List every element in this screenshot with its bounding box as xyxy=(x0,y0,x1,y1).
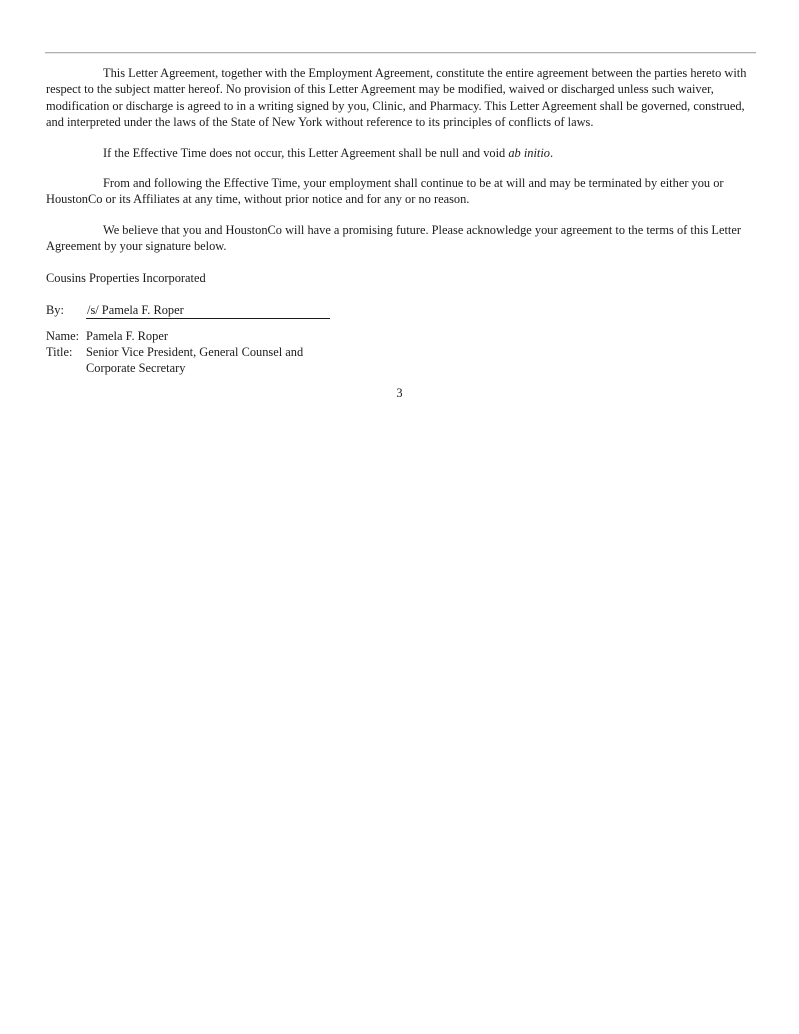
title-value-line1: Senior Vice President, General Counsel and xyxy=(86,345,304,359)
paragraph-text: If the Effective Time does not occur, this Letter Agreement shall be null and void xyxy=(103,146,509,160)
signature-value: /s/ Pamela F. Roper xyxy=(87,303,184,317)
paragraph-italic-text: ab initio xyxy=(508,146,550,160)
title-value-line2: Corporate Secretary xyxy=(86,361,186,375)
company-name: Cousins Properties Incorporated xyxy=(46,271,206,285)
page-number: 3 xyxy=(396,386,403,400)
title-label: Title: xyxy=(46,345,73,359)
paragraph-text: From and following the Effective Time, your employment shall continue to be at will and may be terminated by either you or HoustonCo or its Affiliates at any time, without prior notice and for any or no reason. xyxy=(46,176,724,207)
paragraph-at-will xyxy=(46,175,758,208)
paragraph-effective-time xyxy=(46,145,758,161)
top-divider xyxy=(45,52,756,53)
signature-by-label: By: xyxy=(46,303,64,317)
name-value: Pamela F. Roper xyxy=(86,329,168,343)
name-label: Name: xyxy=(46,329,80,343)
paragraph-text-end: . xyxy=(549,146,554,160)
signature-line xyxy=(86,302,330,319)
paragraph-entire-agreement xyxy=(46,65,758,131)
paragraph-text: We believe that you and HoustonCo will have a promising future. Please acknowledge your agreement to the terms of this Letter Agreement by your signature below. xyxy=(46,223,741,254)
paragraph-acknowledge xyxy=(46,222,758,255)
paragraph-text: This Letter Agreement, together with the Employment Agreement, constitute the entire agreement between the parties hereto with respect to the subject matter hereof. No provision of this Letter Agreement may be modified, waived or discharged unless such waiver, modification or discharge is agreed to in a writing signed by you, Clinic, and Pharmacy. This Letter Agreement shall be governed, construed, and interpreted under the laws of the State of New York without reference to its principles of conflicts of laws. xyxy=(46,66,747,130)
